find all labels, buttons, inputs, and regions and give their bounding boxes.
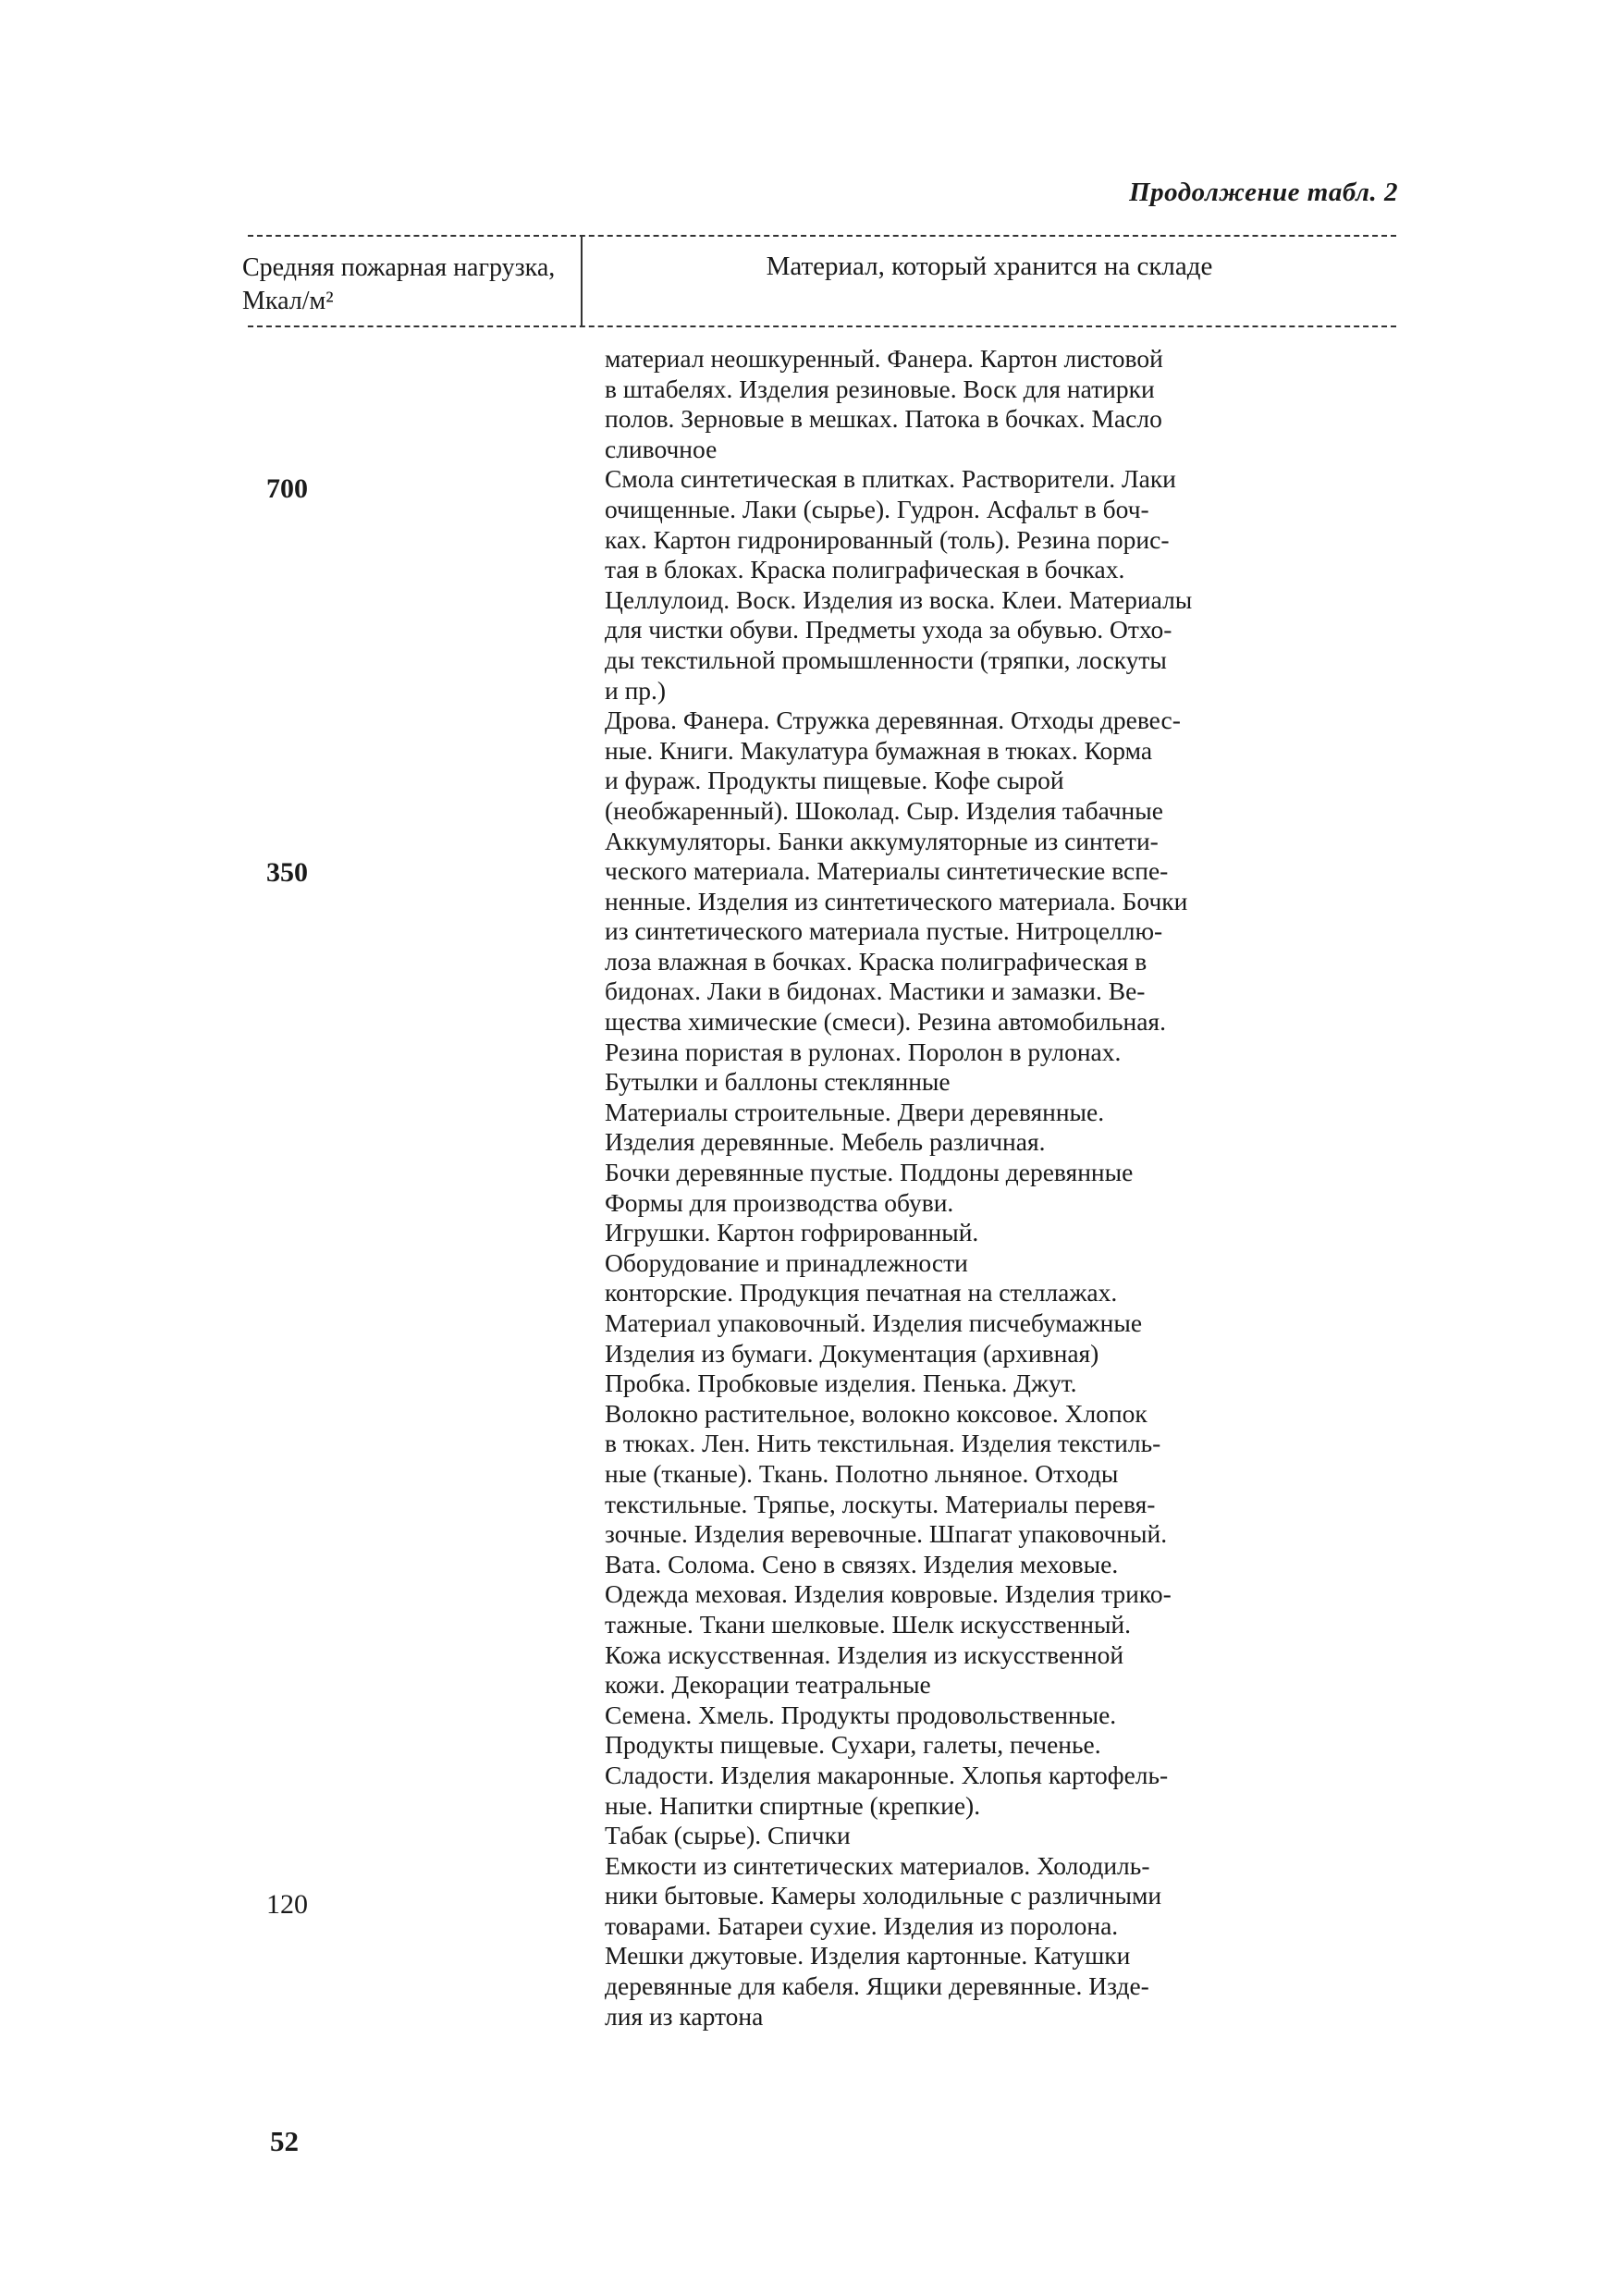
material-line: Дрова. Фанера. Стружка деревянная. Отходы древес- bbox=[605, 706, 1181, 735]
material-line: щества химические (смеси). Резина автомобильная. bbox=[605, 1007, 1166, 1037]
material-line: ческого материала. Материалы синтетические вспе- bbox=[605, 856, 1169, 886]
material-line: ники бытовые. Камеры холодильные с различными bbox=[605, 1881, 1162, 1910]
material-line: Смола синтетическая в плитках. Растворители. Лаки bbox=[605, 464, 1176, 494]
material-line: деревянные для кабеля. Ящики деревянные. Изде- bbox=[605, 1971, 1149, 2001]
fire-load-value-350: 350 bbox=[266, 857, 308, 888]
material-line: текстильные. Тряпье, лоскуты. Материалы перевя- bbox=[605, 1489, 1156, 1518]
material-line: Изделия деревянные. Мебель различная. bbox=[605, 1127, 1046, 1157]
material-line: ные. Напитки спиртные (крепкие). bbox=[605, 1790, 981, 1820]
material-line: ненные. Изделия из синтетического материала. Бочки bbox=[605, 886, 1188, 915]
material-line: в тюках. Лен. Нить текстильная. Изделия текстиль- bbox=[605, 1429, 1161, 1458]
material-line: Материал упаковочный. Изделия писчебумажные bbox=[605, 1308, 1143, 1337]
material-line: Емкости из синтетических материалов. Холодиль- bbox=[605, 1850, 1150, 1880]
material-line: тажные. Ткани шелковые. Шелк искусственный. bbox=[605, 1609, 1132, 1639]
material-line: бидонах. Лаки в бидонах. Мастики и замазки. Ве- bbox=[605, 976, 1146, 1006]
material-line: Пробка. Пробковые изделия. Пенька. Джут. bbox=[605, 1369, 1077, 1398]
materials-column bbox=[605, 344, 1400, 2032]
material-line: очищенные. Лаки (сырье). Гудрон. Асфальт в боч- bbox=[605, 494, 1149, 523]
material-line: материал неошкуренный. Фанера. Картон листовой bbox=[605, 344, 1163, 373]
material-line: Кожа искусственная. Изделия из искусственной bbox=[605, 1639, 1124, 1669]
material-line: Формы для производства обуви. bbox=[605, 1187, 954, 1217]
material-line: Продукты пищевые. Сухари, галеты, печенье. bbox=[605, 1730, 1101, 1760]
header-column-divider bbox=[581, 235, 583, 325]
fire-load-value-700: 700 bbox=[266, 473, 308, 504]
material-line: Изделия из бумаги. Документация (архивная) bbox=[605, 1338, 1099, 1368]
page-number: 52 bbox=[270, 2125, 299, 2157]
material-line: ные (тканые). Ткань. Полотно льняное. Отходы bbox=[605, 1458, 1119, 1488]
material-line: Мешки джутовые. Изделия картонные. Катушки bbox=[605, 1941, 1131, 1971]
material-line: конторские. Продукция печатная на стеллажах. bbox=[605, 1278, 1118, 1308]
material-line: и пр.) bbox=[605, 675, 667, 705]
material-line: для чистки обуви. Предметы ухода за обувью. Отхо- bbox=[605, 615, 1172, 645]
material-line: Волокно растительное, волокно коксовое. Хлопок bbox=[605, 1398, 1148, 1428]
material-line: зочные. Изделия веревочные. Шпагат упаковочный. bbox=[605, 1519, 1168, 1549]
material-line: ные. Книги. Макулатура бумажная в тюках. Корма bbox=[605, 735, 1153, 765]
material-line: и фураж. Продукты пищевые. Кофе сырой bbox=[605, 766, 1064, 795]
material-line: Бутылки и баллоны стеклянные bbox=[605, 1067, 951, 1097]
material-line: тая в блоках. Краска полиграфическая в бочках. bbox=[605, 555, 1125, 584]
material-line: Материалы строительные. Двери деревянные. bbox=[605, 1097, 1105, 1126]
material-line: Вата. Солома. Сено в связях. Изделия меховые. bbox=[605, 1549, 1119, 1578]
material-line: Аккумуляторы. Банки аккумуляторные из синтети- bbox=[605, 826, 1159, 855]
material-line: лия из картона bbox=[605, 2001, 764, 2031]
table-header-rule bbox=[248, 325, 1396, 327]
material-line: сливочное bbox=[605, 434, 718, 463]
material-line: в штабелях. Изделия резиновые. Воск для натирки bbox=[605, 374, 1155, 403]
header-fire-load: Средняя пожарная нагрузка, Мкал/м² bbox=[242, 253, 556, 315]
material-line: лоза влажная в бочках. Краска полиграфическая в bbox=[605, 946, 1148, 976]
table-continuation-caption: Продолжение табл. 2 bbox=[1129, 178, 1398, 207]
material-line: Бочки деревянные пустые. Поддоны деревянные bbox=[605, 1158, 1134, 1187]
material-line: Одежда меховая. Изделия ковровые. Изделия трико- bbox=[605, 1579, 1172, 1609]
material-line: Табак (сырье). Спички bbox=[605, 1821, 851, 1850]
material-line: ках. Картон гидронированный (толь). Резина порис- bbox=[605, 524, 1170, 554]
material-line: Семена. Хмель. Продукты продовольственные. bbox=[605, 1700, 1117, 1729]
material-line: Игрушки. Картон гофрированный. bbox=[605, 1218, 979, 1247]
material-line: ды текстильной промышленности (тряпки, лоскуты bbox=[605, 645, 1167, 674]
material-line: Резина пористая в рулонах. Поролон в рулонах. bbox=[605, 1037, 1122, 1066]
material-line: Оборудование и принадлежности bbox=[605, 1247, 968, 1277]
material-line: из синтетического материала пустые. Нитроцеллю- bbox=[605, 916, 1163, 946]
material-line: Целлулоид. Воск. Изделия из воска. Клеи. Материалы bbox=[605, 584, 1193, 614]
material-line: товарами. Батареи сухие. Изделия из поролона. bbox=[605, 1910, 1119, 1940]
table-top-rule bbox=[248, 235, 1396, 237]
header-material: Материал, который хранится на складе bbox=[766, 252, 1213, 281]
material-line: кожи. Декорации театральные bbox=[605, 1670, 931, 1700]
material-line: полов. Зерновые в мешках. Патока в бочках. Масло bbox=[605, 404, 1162, 434]
fire-load-value-120: 120 bbox=[266, 1889, 308, 1920]
material-line: (необжаренный). Шоколад. Сыр. Изделия табачные bbox=[605, 795, 1163, 825]
material-line: Сладости. Изделия макаронные. Хлопья картофель- bbox=[605, 1760, 1169, 1789]
